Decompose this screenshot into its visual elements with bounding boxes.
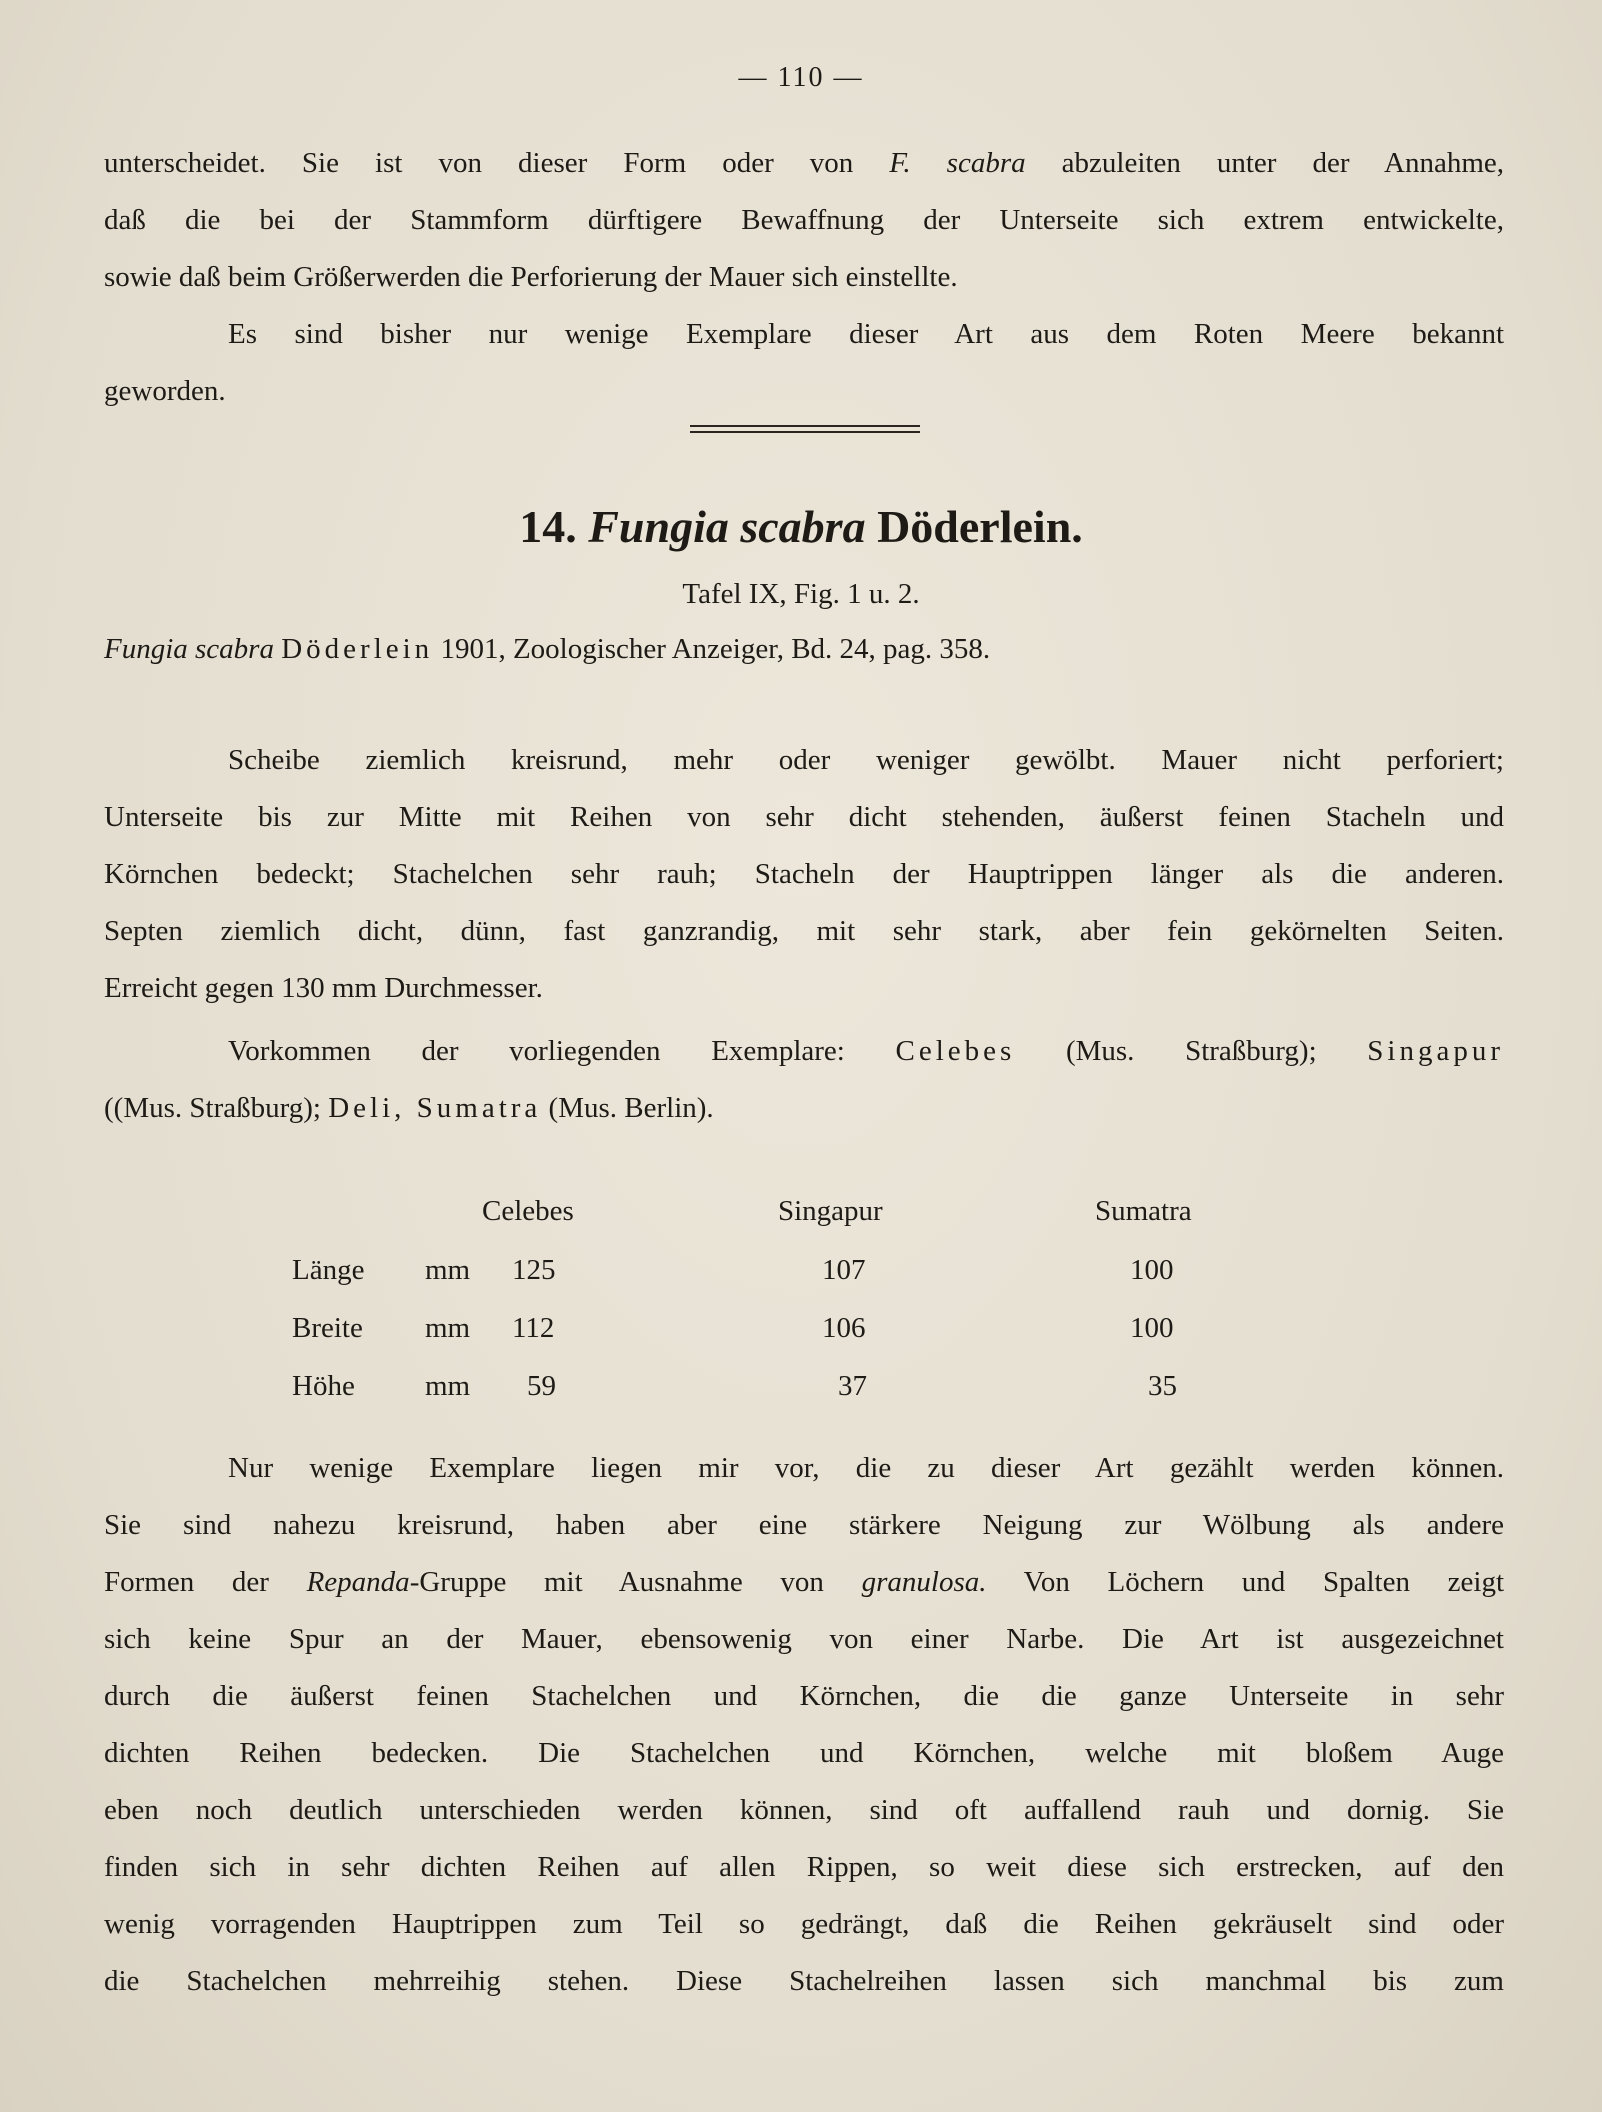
citation — [104, 633, 990, 666]
intro-text: unterscheidet. Sie ist von dieser Form oder von — [104, 147, 890, 179]
column-header: Sumatra — [1095, 1195, 1192, 1227]
row-label: Breite — [292, 1312, 363, 1344]
page-number: — 110 — — [738, 62, 864, 93]
body-text: -Gruppe mit Ausnahme von — [409, 1566, 862, 1598]
intro-line-3: sowie daß beim Größerwerden die Perforierung der Mauer sich einstellte. — [104, 261, 958, 293]
cell-value: 100 — [1130, 1312, 1174, 1344]
citation-species: Fungia scabra — [104, 633, 274, 665]
group-name: Repanda — [306, 1566, 410, 1598]
locality-sumatra: Deli, Sumatra — [328, 1092, 542, 1124]
occurrence-lead: Vorkommen der vorliegenden Exemplare: — [228, 1035, 896, 1067]
locality-celebes: Celebes — [895, 1035, 1016, 1067]
body-line-4: sich keine Spur an der Mauer, ebensowenig von einer Narbe. Die Art ist ausgezeichnet — [104, 1623, 1504, 1655]
row-label: Länge — [292, 1254, 365, 1286]
body-line-6: dichten Reihen bedecken. Die Stachelchen und Körnchen, welche mit bloßem Auge — [104, 1737, 1504, 1769]
intro-line-2: daß die bei der Stammform dürftigere Bewaffnung der Unterseite sich extrem entwickelte, — [104, 204, 1504, 236]
description-line-3: Körnchen bedeckt; Stachelchen sehr rauh; Stacheln der Hauptrippen länger als die anderen. — [104, 858, 1504, 890]
column-header: Celebes — [482, 1195, 574, 1227]
heading-number: 14. — [519, 501, 577, 552]
occurrence-line-2: ((Mus. Straßburg); Deli, Sumatra (Mus. Berlin). — [104, 1092, 714, 1124]
cell-value: 59 — [527, 1370, 556, 1402]
museum-ref: (Mus. Berlin). — [541, 1092, 714, 1124]
body-line-2: Sie sind nahezu kreisrund, haben aber eine stärkere Neigung zur Wölbung als andere — [104, 1509, 1504, 1541]
museum-ref: (Mus. Straßburg); — [113, 1092, 329, 1124]
heading-species: Fungia scabra — [588, 501, 866, 552]
occurrence-line-1 — [104, 1023, 1504, 1080]
plate-reference: Tafel IX, Fig. 1 u. 2. — [682, 578, 920, 610]
body-line-5: durch die äußerst feinen Stachelchen und Körnchen, die die ganze Unterseite in sehr — [104, 1680, 1504, 1712]
body-line-8: finden sich in sehr dichten Reihen auf allen Rippen, so weit diese sich erstrecken, auf den — [104, 1851, 1504, 1883]
body-text: Von Löchern und Spalten zeigt — [986, 1566, 1504, 1598]
cell-value: 112 — [512, 1312, 555, 1344]
museum-ref: (Mus. Straßburg); — [1015, 1035, 1368, 1067]
body-line-10: die Stachelchen mehrreihig stehen. Diese Stachelreihen lassen sich manchmal bis zum — [104, 1965, 1504, 1997]
description-line-5: Erreicht gegen 130 mm Durchmesser. — [104, 972, 543, 1004]
species-ref: F. scabra — [889, 147, 1026, 179]
species-ref: granulosa. — [861, 1566, 987, 1598]
cell-value: 125 — [512, 1254, 556, 1286]
cell-value: 37 — [838, 1370, 867, 1402]
rare-line-2: geworden. — [104, 375, 226, 407]
unit: mm — [425, 1254, 471, 1286]
body-line-1: Nur wenige Exemplare liegen mir vor, die zu dieser Art gezählt werden können. — [228, 1452, 1504, 1484]
section-divider — [690, 425, 920, 433]
unit: mm — [425, 1312, 471, 1344]
column-header: Singapur — [778, 1195, 883, 1227]
citation-source: 1901, Zoologischer Anzeiger, Bd. 24, pag. 358. — [433, 633, 991, 665]
heading-author: Döderlein. — [877, 501, 1083, 552]
description-line-4: Septen ziemlich dicht, dünn, fast ganzrandig, mit sehr stark, aber fein gekörnelten Seiten. — [104, 915, 1504, 947]
intro-text: abzuleiten unter der Annahme, — [1025, 147, 1504, 179]
body-line-7: eben noch deutlich unterschieden werden können, sind oft auffallend rauh und dornig. Sie — [104, 1794, 1504, 1826]
description-line-2: Unterseite bis zur Mitte mit Reihen von sehr dicht stehenden, äußerst feinen Stacheln und — [104, 801, 1504, 833]
body-text: Formen der — [104, 1566, 307, 1598]
intro-line-1 — [104, 135, 1504, 192]
cell-value: 106 — [822, 1312, 866, 1344]
body-line-3 — [104, 1554, 1504, 1611]
rare-line-1: Es sind bisher nur wenige Exemplare dieser Art aus dem Roten Meere bekannt — [228, 318, 1504, 350]
species-heading — [0, 500, 1602, 553]
citation-author: Döderlein — [281, 633, 434, 665]
cell-value: 35 — [1148, 1370, 1177, 1402]
body-line-9: wenig vorragenden Hauptrippen zum Teil so gedrängt, daß die Reihen gekräuselt sind oder — [104, 1908, 1504, 1940]
cell-value: 107 — [822, 1254, 866, 1286]
cell-value: 100 — [1130, 1254, 1174, 1286]
unit: mm — [425, 1370, 471, 1402]
locality-singapur: Singapur — [1367, 1035, 1505, 1067]
row-label: Höhe — [292, 1370, 355, 1402]
description-line-1: Scheibe ziemlich kreisrund, mehr oder weniger gewölbt. Mauer nicht perforiert; — [228, 744, 1504, 776]
